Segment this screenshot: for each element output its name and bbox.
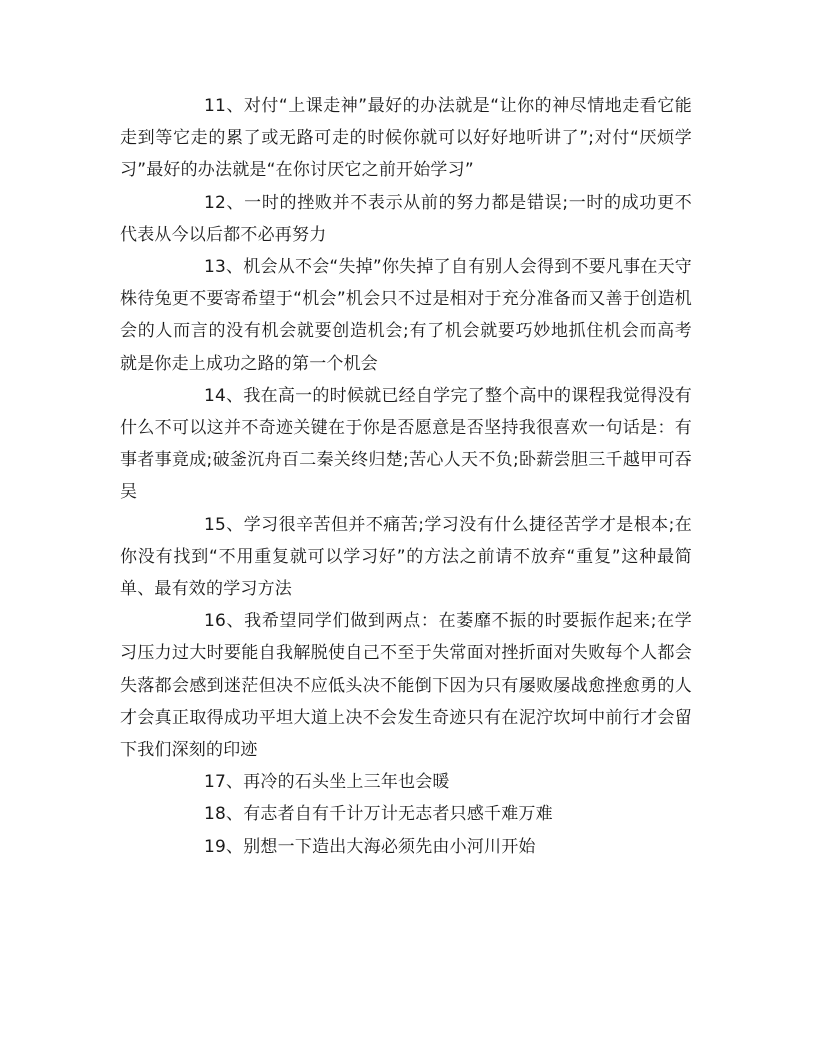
- paragraph-16: 16、我希望同学们做到两点：在萎靡不振的时要振作起来;在学习压力过大时要能自我解脱使自己不至于失常面对挫折面对失败每个人都会失落都会感到迷茫但决不应低头决不能倒下因为只有屡败屡战愈挫愈勇的人才会真正取得成功平坦大道上决不会发生奇迹只有在泥泞坎坷中前行才会留下我们深刻的印迹: [120, 611, 692, 761]
- paragraph-19: 19、别想一下造出大海必须先由小河川开始: [204, 836, 536, 857]
- paragraph-11: 11、对付“上课走神”最好的办法就是“让你的神尽情地走看它能走到等它走的累了或无路可走的时候你就可以好好地听讲了”;对付“厌烦学习”最好的办法就是“在你讨厌它之前开始学习”: [120, 96, 692, 181]
- document-body: [120, 90, 692, 863]
- paragraph-18: 18、有志者自有千计万计无志者只感千难万难: [204, 804, 553, 825]
- paragraph-13: 13、机会从不会“失掉”你失掉了自有别人会得到不要凡事在天守株待兔更不要寄希望于“机会”机会只不过是相对于充分准备而又善于创造机会的人而言的没有机会就要创造机会;有了机会就要巧妙地抓住机会而高考就是你走上成功之路的第一个机会: [120, 257, 692, 374]
- paragraph-15: 15、学习很辛苦但并不痛苦;学习没有什么捷径苦学才是根本;在你没有找到“不用重复就可以学习好”的方法之前请不放弃“重复”这种最简单、最有效的学习方法: [120, 514, 692, 600]
- paragraph-12: 12、一时的挫败并不表示从前的努力都是错误;一时的成功更不代表从今以后都不必再努力: [120, 192, 692, 245]
- paragraph-17: 17、再冷的石头坐上三年也会暖: [204, 772, 450, 793]
- paragraph-14: 14、我在高一的时候就已经自学完了整个高中的课程我觉得没有什么不可以这并不奇迹关键在于你是否愿意是否坚持我很喜欢一句话是：有事者事竟成;破釜沉舟百二秦关终归楚;苦心人天不负;卧薪尝胆三千越甲可吞吴: [120, 385, 692, 503]
